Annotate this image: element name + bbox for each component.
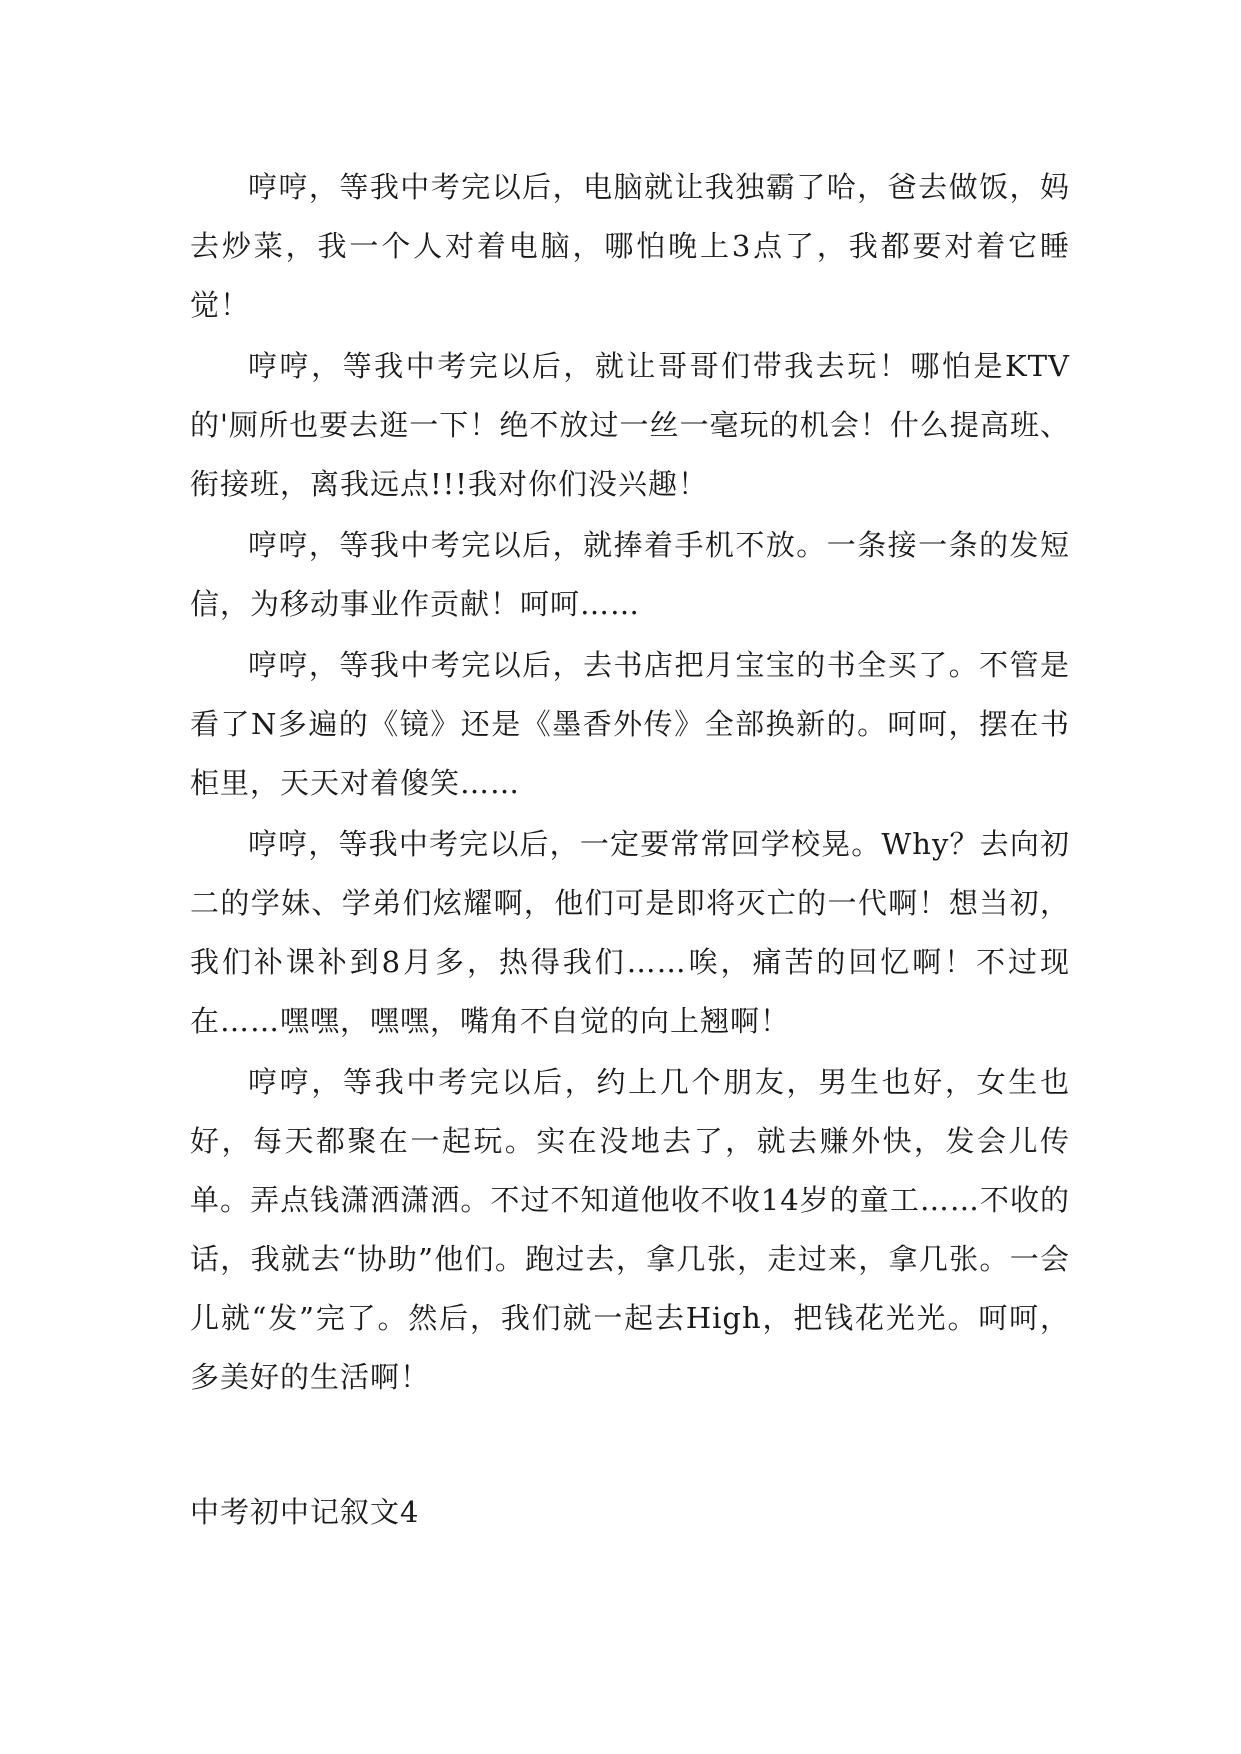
document-body xyxy=(190,158,1070,1407)
paragraph-school: 哼哼，等我中考完以后，一定要常常回学校晃。Why？去向初二的学妹、学弟们炫耀啊，他们可是即将灭亡的一代啊！想当初，我们补课补到8月多，热得我们……唉，痛苦的回忆啊！不过现在……嘿嘿，嘿嘿，嘴角不自觉的向上翘啊！ xyxy=(190,827,1070,1038)
paragraph-phone: 哼哼，等我中考完以后，就捧着手机不放。一条接一条的发短信，为移动事业作贡献！呵呵…… xyxy=(190,528,1070,621)
paragraph-friends: 哼哼，等我中考完以后，约上几个朋友，男生也好，女生也好，每天都聚在一起玩。实在没地去了，就去赚外快，发会儿传单。弄点钱潇洒潇洒。不过不知道他收不收14岁的童工……不收的话，我就去“协助”他们。跑过去，拿几张，走过来，拿几张。一会儿就“发”完了。然后，我们就一起去High，把钱花光光。呵呵，多美好的生活啊！ xyxy=(190,1065,1070,1394)
paragraph-books: 哼哼，等我中考完以后，去书店把月宝宝的书全买了。不管是看了N多遍的《镜》还是《墨香外传》全部换新的。呵呵，摆在书柜里，天天对着傻笑…… xyxy=(190,648,1070,800)
section-heading: 中考初中记叙文4 xyxy=(190,1495,420,1529)
paragraph-computer: 哼哼，等我中考完以后，电脑就让我独霸了哈，爸去做饭，妈去炒菜，我一个人对着电脑，哪怕晚上3点了，我都要对着它睡觉！ xyxy=(190,170,1070,322)
paragraph-play: 哼哼，等我中考完以后，就让哥哥们带我去玩！哪怕是KTV的'厕所也要去逛一下！绝不放过一丝一毫玩的机会！什么提高班、衔接班，离我远点!!!我对你们没兴趣！ xyxy=(190,349,1070,501)
